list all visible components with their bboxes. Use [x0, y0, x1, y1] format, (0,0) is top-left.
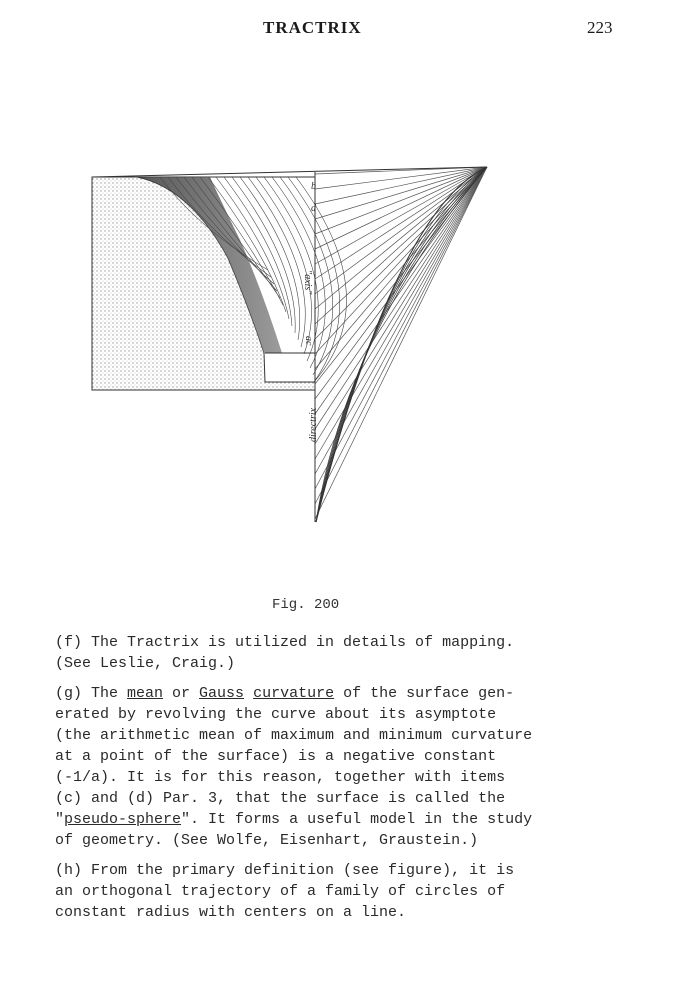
tangent-line [315, 167, 487, 384]
page-number: 223 [587, 18, 613, 37]
text-line: (f) The Tractrix is utilized in details of mapping. [55, 634, 515, 651]
text-line: (See Leslie, Craig.) [55, 655, 236, 672]
tangent-line [315, 167, 487, 369]
tractrix-figure [0, 150, 673, 540]
text-run: " [55, 811, 65, 828]
tangent-line [315, 167, 487, 519]
body-text [55, 632, 655, 932]
text-line [55, 809, 655, 830]
text-line: an orthogonal trajectory of a family of circles of [55, 883, 506, 900]
running-head [0, 18, 673, 42]
underlined-mean: mean [127, 685, 164, 702]
tangent-line [315, 167, 487, 234]
label-ac: ac [303, 336, 314, 346]
top-edge-line [92, 167, 487, 177]
text-run: of the surface gen- [334, 685, 515, 702]
text-line: erated by revolving the curve about its asymptote [55, 706, 497, 723]
text-line: (-1/a). It is for this reason, together with items [55, 769, 506, 786]
tractrix-diagram [0, 150, 673, 540]
text-line: at a point of the surface) is a negative constant [55, 748, 497, 765]
hatch-curve [272, 177, 325, 368]
tangent-line [315, 167, 487, 444]
tangent-line [315, 167, 487, 429]
text-run: ". It forms a useful model in the study [181, 811, 533, 828]
label-directrix: directrix [308, 407, 319, 442]
paragraph-g [55, 683, 655, 851]
text-line: of geometry. (See Wolfe, Eisenhart, Graustein.) [55, 832, 479, 849]
tangent-line [315, 167, 487, 324]
tangent-line [315, 167, 487, 414]
underlined-curvature: curvature [253, 685, 335, 702]
text-line: constant radius with centers on a line. [55, 904, 407, 921]
paragraph-f [55, 632, 655, 674]
text-run: (g) The [55, 685, 128, 702]
label-b: b [311, 181, 316, 192]
underlined-pseudo-sphere: pseudo-sphere [64, 811, 182, 828]
text-line: (the arithmetic mean of maximum and minimum curvature [55, 727, 533, 744]
text-line: (h) From the primary definition (see figure), it is [55, 862, 515, 879]
tangent-lines [315, 167, 487, 519]
figure-caption: Fig. 200 [272, 597, 340, 613]
page-title: TRACTRIX [263, 18, 362, 37]
tangent-line [315, 167, 487, 399]
text-line [55, 683, 655, 704]
paragraph-h [55, 860, 655, 923]
label-d: d [311, 203, 316, 214]
text-line: (c) and (d) Par. 3, that the surface is called the [55, 790, 506, 807]
underlined-gauss: Gauss [199, 685, 245, 702]
text-run: or [163, 685, 200, 702]
label-axis: "axis" [302, 270, 313, 295]
text-run [244, 685, 253, 702]
